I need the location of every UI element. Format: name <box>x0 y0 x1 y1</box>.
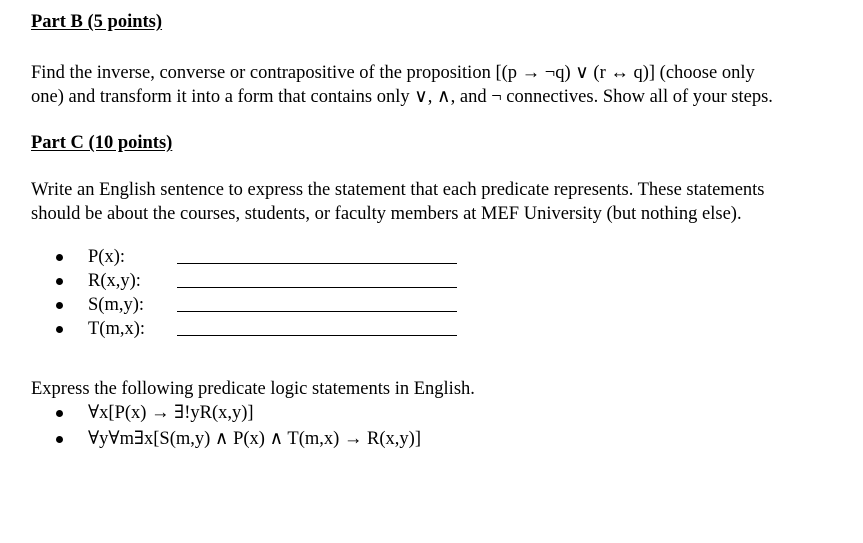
part-b-instructions <box>31 61 831 109</box>
predicate-label: S(m,y): <box>88 295 145 315</box>
part-b-heading: Part B (5 points) <box>31 12 163 32</box>
bullet-icon <box>56 326 63 333</box>
bullet-icon <box>56 278 63 285</box>
logic-statement: ∀x[P(x) → ∃!yR(x,y)] <box>88 403 254 423</box>
part-b-line-1: Find the inverse, converse or contrapositive of the proposition [(p → ¬q) ∨ (r ↔ q)] (choose only <box>31 63 755 83</box>
answer-blank-line <box>177 287 457 288</box>
bullet-icon <box>56 302 63 309</box>
logic-statement: ∀y∀m∃x[S(m,y) ∧ P(x) ∧ T(m,x) → R(x,y)] <box>88 429 421 449</box>
part-c-instructions <box>31 178 831 226</box>
part-c-line-2: should be about the courses, students, or faculty members at MEF University (but nothing else). <box>31 204 742 224</box>
answer-blank-line <box>177 311 457 312</box>
answer-blank-line <box>177 263 457 264</box>
express-intro-text: Express the following predicate logic statements in English. <box>31 379 475 399</box>
bullet-icon <box>56 410 63 417</box>
bullet-icon <box>56 436 63 443</box>
part-b-line-2: one) and transform it into a form that contains only ∨, ∧, and ¬ connectives. Show all of your steps. <box>31 87 773 107</box>
predicate-label: R(x,y): <box>88 271 141 291</box>
answer-blank-line <box>177 335 457 336</box>
predicate-label: T(m,x): <box>88 319 146 339</box>
part-c-heading: Part C (10 points) <box>31 133 173 153</box>
bullet-icon <box>56 254 63 261</box>
part-c-line-1: Write an English sentence to express the statement that each predicate represents. These statements <box>31 180 765 200</box>
predicate-label: P(x): <box>88 247 125 267</box>
